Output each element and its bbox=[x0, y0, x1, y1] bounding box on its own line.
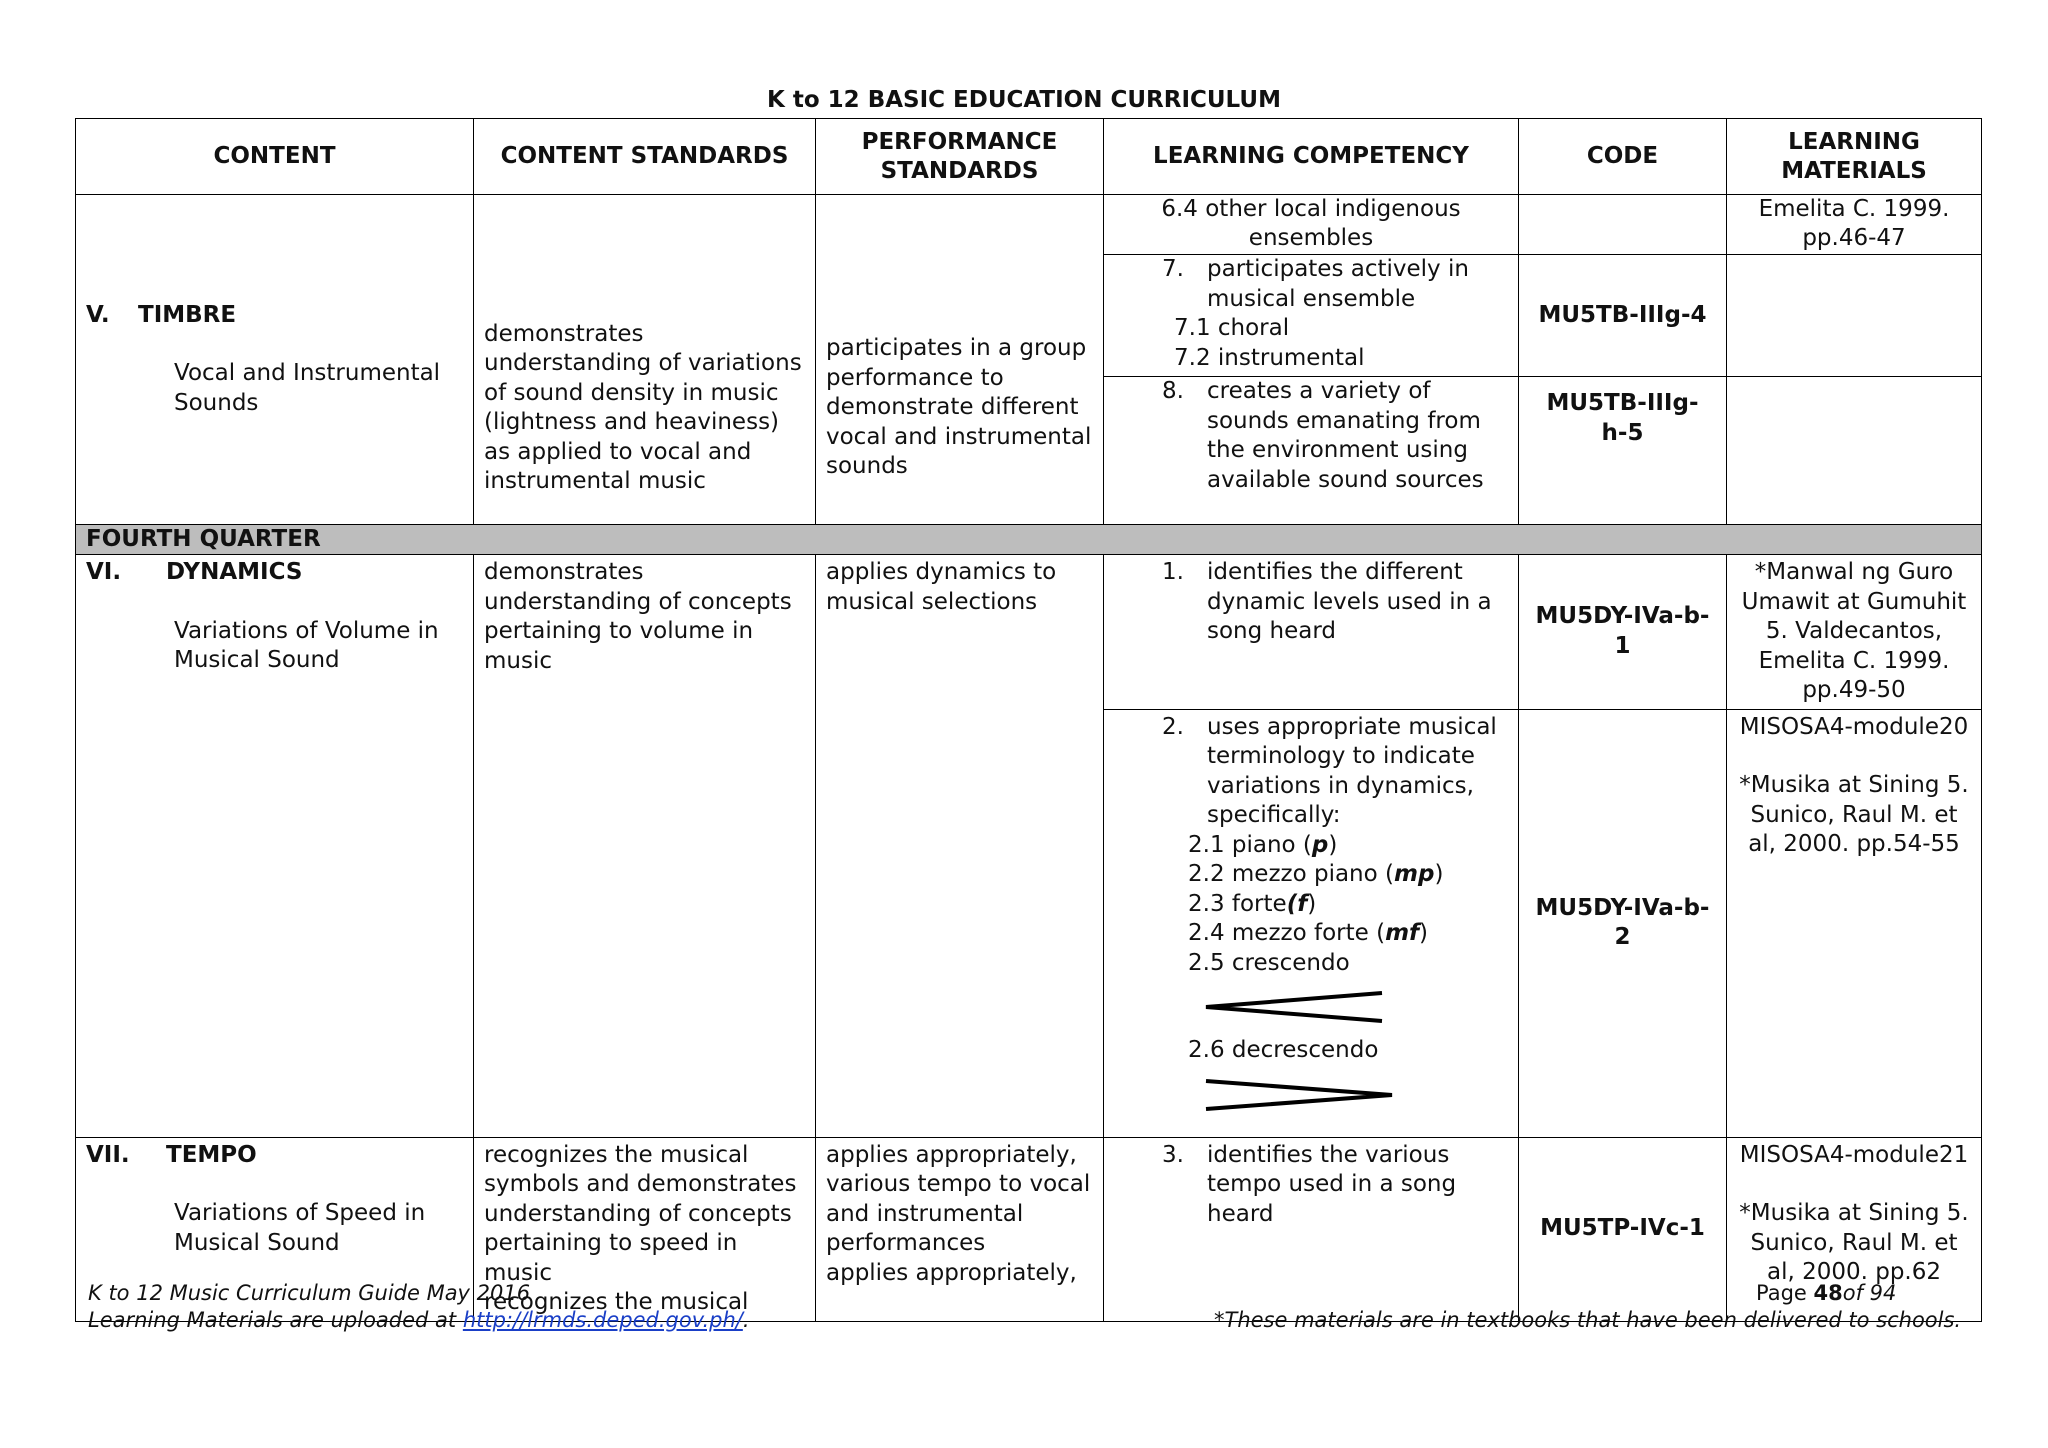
table-header-row bbox=[76, 119, 1982, 195]
competency-dyn-2: 2. uses appropriate musical terminology to indicate variations in dynamics, specifically: 2.1 piano (p) 2.2 mezzo piano (mp) 2.3 forte(f) 2.4 mezzo forte (mf) 2.5 crescendo 2.6 decrescendo bbox=[1104, 709, 1519, 1137]
materials-8 bbox=[1727, 377, 1982, 525]
quarter-row bbox=[76, 525, 1982, 555]
timbre-performance-standard: participates in a group performance to demonstrate different vocal and instrumental sounds bbox=[816, 195, 1104, 525]
tempo-content-standard: recognizes the musical symbols and demonstrates understanding of concepts pertaining to speed in music recognizes the musical bbox=[474, 1137, 816, 1321]
materials-7 bbox=[1727, 255, 1982, 377]
dynamics-content-cell bbox=[76, 555, 474, 1138]
code-tempo-3: MU5TP-IVc-1 bbox=[1519, 1137, 1727, 1321]
competency-dyn-1: 1. identifies the different dynamic levels used in a song heard bbox=[1104, 555, 1519, 710]
table-row bbox=[76, 555, 1982, 710]
table-row bbox=[76, 195, 1982, 255]
footer-guide: K to 12 Music Curriculum Guide May 2016 bbox=[88, 1281, 531, 1305]
code-8: MU5TB-IIIg- h-5 bbox=[1519, 377, 1727, 525]
lrmds-link[interactable]: http://lrmds.deped.gov.ph/ bbox=[462, 1308, 743, 1332]
timbre-topic: V. TIMBRE bbox=[86, 301, 237, 328]
dynamics-subtopic: Variations of Volume in Musical Sound bbox=[174, 617, 439, 673]
tempo-subtopic: Variations of Speed in Musical Sound bbox=[174, 1200, 426, 1256]
document-title: K to 12 BASIC EDUCATION CURRICULUM bbox=[767, 87, 1281, 113]
timbre-subtopic: Vocal and Instrumental Sounds bbox=[174, 360, 441, 416]
header-learning-materials: LEARNING MATERIALS bbox=[1727, 119, 1982, 195]
timbre-content-cell bbox=[76, 195, 474, 525]
materials-tempo-3: MISOSA4-module21 *Musika at Sining 5. Sunico, Raul M. et al, 2000. pp.62 bbox=[1727, 1137, 1982, 1321]
competency-6-4: 6.4 other local indigenous ensembles bbox=[1104, 195, 1519, 255]
footer-note: *These materials are in textbooks that have been delivered to schools. bbox=[1214, 1308, 1962, 1332]
code-dyn-2: MU5DY-IVa-b- 2 bbox=[1519, 709, 1727, 1137]
curriculum-table bbox=[75, 118, 1982, 1322]
dynamics-performance-standard: applies dynamics to musical selections bbox=[816, 555, 1104, 1138]
code-6-4 bbox=[1519, 195, 1727, 255]
competency-8: 8. creates a variety of sounds emanating from the environment using available sound sources bbox=[1104, 377, 1519, 525]
materials-6-4: Emelita C. 1999. pp.46-47 bbox=[1727, 195, 1982, 255]
timbre-content-standard: demonstrates understanding of variations of sound density in music (lightness and heaviness) as applied to vocal and instrumental music bbox=[474, 195, 816, 525]
header-performance-standards: PERFORMANCE STANDARDS bbox=[816, 119, 1104, 195]
tempo-topic: VII. TEMPO bbox=[86, 1141, 257, 1168]
competency-7: 7. participates actively in musical ensemble 7.1 choral 7.2 instrumental bbox=[1104, 255, 1519, 377]
dynamics-content-standard: demonstrates understanding of concepts pertaining to volume in music bbox=[474, 555, 816, 1138]
code-7: MU5TB-IIIg-4 bbox=[1519, 255, 1727, 377]
header-content-standards: CONTENT STANDARDS bbox=[474, 119, 816, 195]
code-dyn-1: MU5DY-IVa-b- 1 bbox=[1519, 555, 1727, 710]
crescendo-icon bbox=[1204, 990, 1384, 1024]
header-code: CODE bbox=[1519, 119, 1727, 195]
header-content: CONTENT bbox=[76, 119, 474, 195]
materials-dyn-2: MISOSA4-module20 *Musika at Sining 5. Sunico, Raul M. et al, 2000. pp.54-55 bbox=[1727, 709, 1982, 1137]
footer-uploaded: Learning Materials are uploaded at http://lrmds.deped.gov.ph/. bbox=[88, 1308, 750, 1332]
header-learning-competency: LEARNING COMPETENCY bbox=[1104, 119, 1519, 195]
decrescendo-icon bbox=[1204, 1078, 1394, 1112]
materials-dyn-1: *Manwal ng Guro Umawit at Gumuhit 5. Valdecantos, Emelita C. 1999. pp.49-50 bbox=[1727, 555, 1982, 710]
quarter-label: FOURTH QUARTER bbox=[76, 525, 1982, 555]
competency-tempo-3: 3. identifies the various tempo used in a song heard bbox=[1104, 1137, 1519, 1321]
dynamics-topic: VI. DYNAMICS bbox=[86, 559, 303, 585]
tempo-performance-standard: applies appropriately, various tempo to vocal and instrumental performances applies appropriately, bbox=[816, 1137, 1104, 1321]
page-number: Page 48of 94 bbox=[1756, 1281, 1897, 1305]
